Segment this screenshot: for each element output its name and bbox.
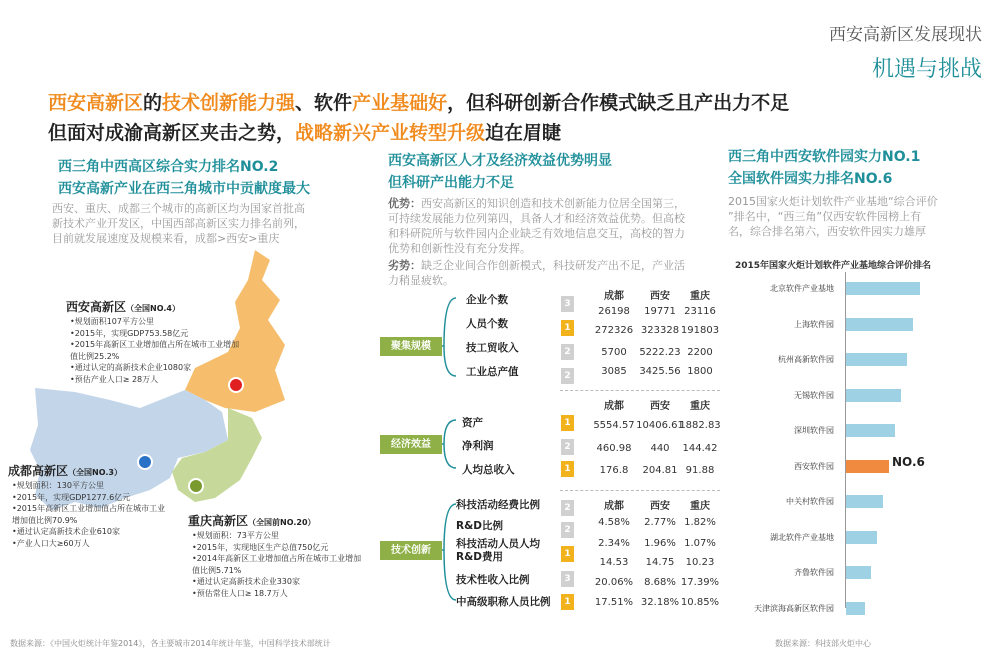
col-header: 成都 [604,291,624,302]
list-item: • 规划面积107平方公里 [70,316,242,328]
list-item: • 预估产业人口≥ 28万人 [70,374,242,386]
cell: 17.39% [680,577,720,588]
cell: 91.88 [685,465,715,476]
rank-no6-label: NO.6 [892,455,925,469]
metric-label: 工业总产值 [466,366,519,378]
cell: 3085 [601,366,627,377]
col-header: 成都 [604,501,624,512]
bar-label: 天津滨海高新区软件园 [754,603,834,613]
list-item: • 2015年，实现地区生产总值750亿元 [192,542,367,554]
bar [846,495,883,508]
cell: 3425.56 [639,366,681,377]
rank-badge: 1 [561,546,574,562]
list-item: • 通过认定高新技术企业330家 [192,576,367,588]
bar-label: 中关村软件园 [786,497,834,506]
bar [846,282,920,295]
group-label: 技术创新 [380,541,442,560]
chongqing-title: 重庆高新区（全国前NO.20） [188,514,316,528]
section-title: 西安高新区发展现状 [829,25,982,45]
metric-label: 科技活动人员人均R&D费用 [456,538,540,563]
cell: 1.07% [684,538,716,549]
source-note: 数据来源：《中国火炬统计年鉴2014》，各主要城市2014年统计年鉴，中国科学技术部统计 [10,639,331,648]
cell: 32.18% [640,597,680,608]
headline-line-1: 西安高新区的技术创新能力强、软件产业基础好，但科研创新合作模式缺乏且产出力不足 [48,92,790,114]
metric-label: 资产 [462,417,483,429]
group-label: 经济效益 [380,435,442,454]
cell: 2.77% [644,517,676,528]
bar [846,531,877,544]
list-item: • 预估常住人口≥ 18.7万人 [192,588,367,600]
cell: 323328 [640,325,680,336]
bar-label: 深圳软件园 [794,426,834,435]
rank-badge: 1 [561,320,574,336]
rank-badge: 2 [561,368,574,384]
cell: 8.68% [644,577,676,588]
rank-badge: 1 [561,415,574,431]
rank-badge: 1 [561,594,574,610]
cell: 5700 [601,347,627,358]
bar-label: 湖北软件产业基地 [770,532,834,542]
list-item: • 2015年高新区工业增加值占所在城市工业增加值比例25.2% [70,339,242,362]
col-header: 重庆 [690,401,710,412]
xian-facts [70,316,242,385]
metric-label: 人均总收入 [462,464,515,476]
cell: 10406.61 [636,420,684,431]
cell: 19771 [644,306,676,317]
cell: 144.42 [682,443,718,454]
disadvantage-text: 劣势：缺乏企业间合作创新模式，科技研发产出不足，产业活力稍显疲软。 [388,259,685,287]
list-item: • 2014年高新区工业增加值占所在城市工业增加值比例5.71% [192,553,367,576]
cell: 1882.83 [679,420,721,431]
chongqing-marker [189,479,203,493]
advantage-text: 优势：西安高新区的知识创造和技术创新能力位居全国第三，可持续发展能力位列第四，具备人才和经济效益优势。但高校和科研院所与软件园内企业缺乏有效地信息交互，高校的智力优势和创新性没有充分发挥。 [388,197,685,255]
divider [560,490,720,491]
cell: 23116 [684,306,716,317]
cell: 20.06% [594,577,634,588]
cell: 191803 [680,325,720,336]
cell: 26198 [598,306,630,317]
chongqing-facts [192,530,367,599]
metric-label: 人员个数 [466,318,508,330]
metric-label: 科技活动经费比例 [456,499,540,511]
cell: 204.81 [642,465,678,476]
cell: 460.98 [596,443,632,454]
cell: 2200 [687,347,713,358]
cell: 14.75 [645,557,675,568]
bar-label: 杭州高新软件园 [778,355,834,364]
bar [846,460,889,473]
cell: 10.85% [680,597,720,608]
page-title: 机遇与挑战 [871,57,982,82]
col-header: 成都 [604,401,624,412]
metric-label: 净利润 [462,440,494,452]
col-header: 西安 [650,501,670,512]
cell: 5554.57 [593,420,635,431]
bar-label: 西安软件园 [794,461,834,471]
bar [846,602,865,615]
right-description: 2015国家火炬计划软件产业基地“综合评价 ”排名中，“西三角”仅西安软件园榜上有 名，综合排名第六，西安软件园实力雄厚 [728,195,938,238]
cell: 440 [650,443,670,454]
cell: 17.51% [594,597,634,608]
left-title: 西三角中西高区综合实力排名NO.2 西安高新产业在西三角城市中贡献度最大 [58,159,310,197]
headline-line-2: 但面对成渝高新区夹击之势，战略新兴产业转型升级迫在眉睫 [48,122,562,144]
mid-title: 西安高新区人才及经济效益优势明显 但科研产出能力不足 [388,153,612,191]
rank-badge: 3 [561,296,574,312]
list-item: • 规划面积：130平方公里 [12,480,172,492]
col-header: 重庆 [690,501,710,512]
bar-label: 无锡软件园 [794,390,834,400]
cell: 10.23 [685,557,715,568]
bar-label: 上海软件园 [794,319,834,329]
xian-title: 西安高新区（全国NO.4） [66,300,180,314]
cell: 4.58% [598,517,630,528]
group-label: 聚集规模 [380,337,442,356]
rank-badge: 2 [561,500,574,516]
cell: 272326 [594,325,634,336]
cell: 176.8 [599,465,629,476]
rank-badge: 2 [561,522,574,538]
list-item: • 通过认定高新技术企业610家 [12,526,172,538]
cell: 2.34% [598,538,630,549]
rank-badge: 3 [561,571,574,587]
cell: 1.82% [684,517,716,528]
col-header: 西安 [650,401,670,412]
cell: 1.96% [644,538,676,549]
chengdu-title: 成都高新区（全国NO.3） [8,464,122,478]
metric-label: 技术性收入比例 [456,574,530,586]
bar [846,389,901,402]
list-item: • 通过认定的高新技术企业1080家 [70,362,242,374]
chengdu-facts [12,480,172,549]
chart-title: 2015年国家火炬计划软件产业基地综合评价排名 [735,261,932,271]
cell: 5222.23 [639,347,681,358]
source-note: 数据来源：科技部火炬中心 [775,639,871,648]
bar [846,566,871,579]
bar [846,424,895,437]
bar [846,318,913,331]
divider [560,390,720,391]
metric-label: 企业个数 [466,294,508,306]
metric-label: 技工贸收入 [466,342,519,354]
col-header: 西安 [650,291,670,302]
list-item: • 2015年，实现GDP753.58亿元 [70,328,242,340]
list-item: • 产业人口大≥60万人 [12,538,172,550]
list-item: • 2015年高新区工业增加值占所在城市工业增加值比例70.9% [12,503,172,526]
metric-label: 中高级职称人员比例 [456,596,551,608]
col-header: 重庆 [690,291,710,302]
list-item: • 2015年，实现GDP1277.6亿元 [12,492,172,504]
list-item: • 规划面积：73平方公里 [192,530,367,542]
rank-badge: 2 [561,344,574,360]
rank-badge: 2 [561,439,574,455]
cell: 1800 [687,366,713,377]
cell: 14.53 [599,557,629,568]
rank-badge: 1 [561,461,574,477]
bar [846,353,907,366]
bar-label: 北京软件产业基地 [770,284,834,293]
bar-label: 齐鲁软件园 [794,568,834,577]
metric-label: R&D比例 [456,520,503,532]
right-title: 西三角中西安软件园实力NO.1 全国软件园实力排名NO.6 [728,149,921,187]
left-description: 西安、重庆、成都三个城市的高新区均为国家首批高 新技术产业开发区，中国西部高新区实力排名前列， 目前就发展速度及规模来看，成都>西安>重庆 [52,202,305,245]
chengdu-marker [138,455,152,469]
